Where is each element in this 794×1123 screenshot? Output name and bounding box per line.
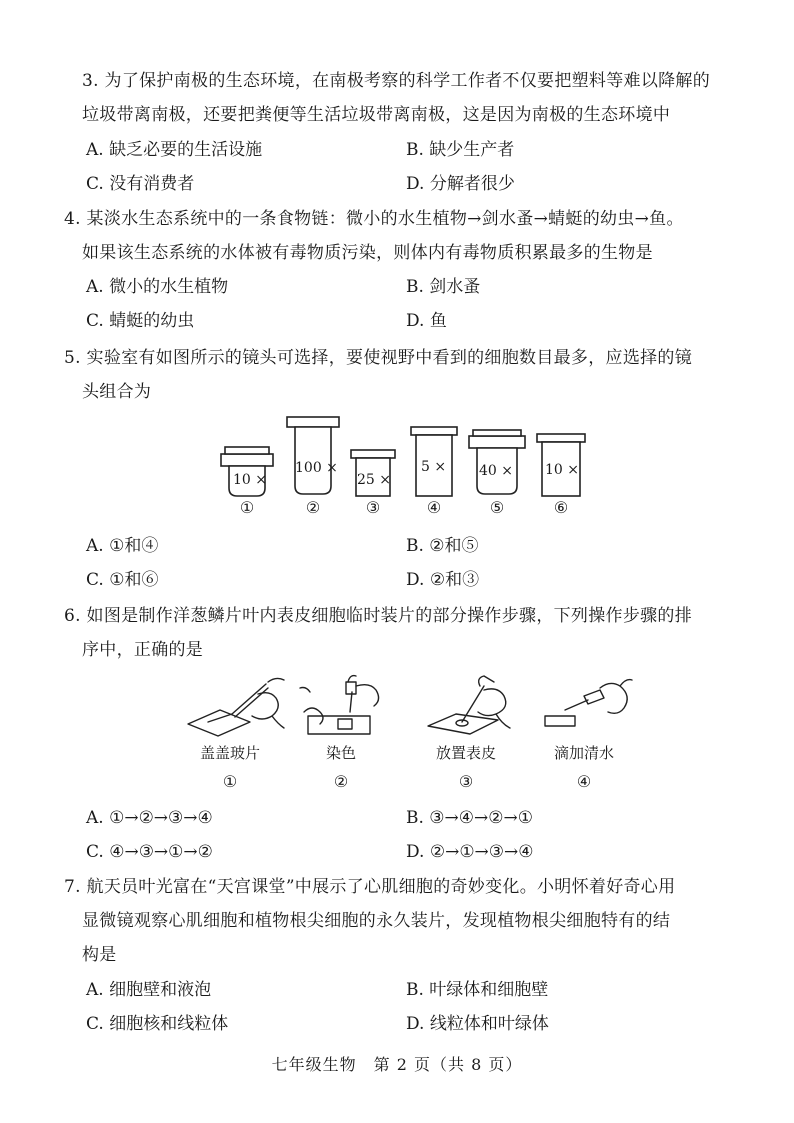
question-4-option-b: B. 剑水蚤 (406, 277, 481, 297)
step-1-illustration (188, 678, 284, 736)
step-1-number: ① (222, 772, 238, 791)
question-4-option-c: C. 蜻蜓的幼虫 (86, 311, 195, 331)
step-4-number: ④ (576, 772, 592, 791)
question-6-stem-line-2: 序中，正确的是 (82, 640, 204, 660)
lens-2-number: ② (305, 498, 321, 517)
lens-6-magnification: 10 × (545, 462, 579, 478)
lens-2-magnification: 100 × (295, 460, 338, 476)
question-3-stem-line-1: 3. 为了保护南极的生态环境，在南极考察的科学工作者不仅要把塑料等难以降解的 (82, 71, 711, 91)
question-7-stem-line-1: 7. 航天员叶光富在“天宫课堂”中展示了心肌细胞的奇妙变化。小明怀着好奇心用 (64, 877, 676, 897)
question-6-option-a: A. ①→②→③→④ (86, 808, 213, 828)
question-7-stem-line-3: 构是 (82, 945, 117, 965)
lens-5-number: ⑤ (489, 498, 505, 517)
lens-drawings (215, 414, 595, 519)
step-3-number: ③ (458, 772, 474, 791)
question-3-option-c: C. 没有消费者 (86, 174, 195, 194)
slide-steps-figure (180, 672, 640, 792)
step-2-caption: 染色 (325, 744, 356, 762)
lens-4-magnification: 5 × (421, 459, 447, 475)
step-4-caption: 滴加清水 (553, 744, 614, 762)
lens-6-number: ⑥ (553, 498, 569, 517)
question-3-option-a: A. 缺乏必要的生活设施 (86, 140, 263, 160)
question-6-option-c: C. ④→③→①→② (86, 842, 213, 862)
lens-2-eyepiece (287, 417, 339, 494)
question-7-stem-line-2: 显微镜观察心肌细胞和植物根尖细胞的永久装片，发现植物根尖细胞特有的结 (82, 911, 671, 931)
step-2-number: ② (333, 772, 349, 791)
lens-3-number: ③ (365, 498, 381, 517)
question-3-option-b: B. 缺少生产者 (406, 140, 515, 160)
question-4-option-d: D. 鱼 (406, 311, 447, 331)
lens-5-magnification: 40 × (479, 463, 513, 479)
step-3-illustration (428, 676, 510, 734)
step-1-caption: 盖盖玻片 (199, 744, 260, 762)
lens-1-magnification: 10 × (233, 472, 267, 488)
question-7-option-d: D. 线粒体和叶绿体 (406, 1014, 549, 1034)
step-3-caption: 放置表皮 (435, 744, 496, 762)
question-4-stem-line-2: 如果该生态系统的水体被有毒物质污染，则体内有毒物质积累最多的生物是 (82, 243, 653, 263)
question-7-option-c: C. 细胞核和线粒体 (86, 1014, 229, 1034)
question-5-option-a: A. ①和④ (86, 536, 159, 556)
question-5-stem-line-2: 头组合为 (82, 382, 152, 402)
lens-4-number: ④ (426, 498, 442, 517)
question-7-option-b: B. 叶绿体和细胞壁 (406, 980, 549, 1000)
page-footer: 七年级生物 第 2 页（共 8 页） (271, 1055, 523, 1074)
question-4-option-a: A. 微小的水生植物 (86, 277, 229, 297)
question-5-option-d: D. ②和③ (406, 570, 480, 590)
question-6-option-b: B. ③→④→②→① (406, 808, 533, 828)
question-5-option-b: B. ②和⑤ (406, 536, 479, 556)
question-3-stem-line-2: 垃圾带离南极，还要把粪便等生活垃圾带离南极，这是因为南极的生态环境中 (82, 105, 671, 125)
slide-steps-drawings (180, 672, 640, 742)
question-5-stem-line-1: 5. 实验室有如图所示的镜头可选择，要使视野中看到的细胞数目最多，应选择的镜 (64, 348, 693, 368)
lens-figure (215, 414, 595, 519)
lens-1-number: ① (239, 498, 255, 517)
question-6-option-d: D. ②→①→③→④ (406, 842, 534, 862)
question-3-option-d: D. 分解者很少 (406, 174, 515, 194)
step-2-illustration (300, 676, 379, 734)
question-4-stem-line-1: 4. 某淡水生态系统中的一条食物链：微小的水生植物→剑水蚤→蜻蜓的幼虫→鱼。 (64, 209, 684, 229)
lens-3-magnification: 25 × (357, 472, 391, 488)
question-6-stem-line-1: 6. 如图是制作洋葱鳞片叶内表皮细胞临时装片的部分操作步骤，下列操作步骤的排 (64, 606, 693, 626)
question-5-option-c: C. ①和⑥ (86, 570, 159, 590)
question-7-option-a: A. 细胞壁和液泡 (86, 980, 212, 1000)
step-4-illustration (545, 680, 632, 726)
